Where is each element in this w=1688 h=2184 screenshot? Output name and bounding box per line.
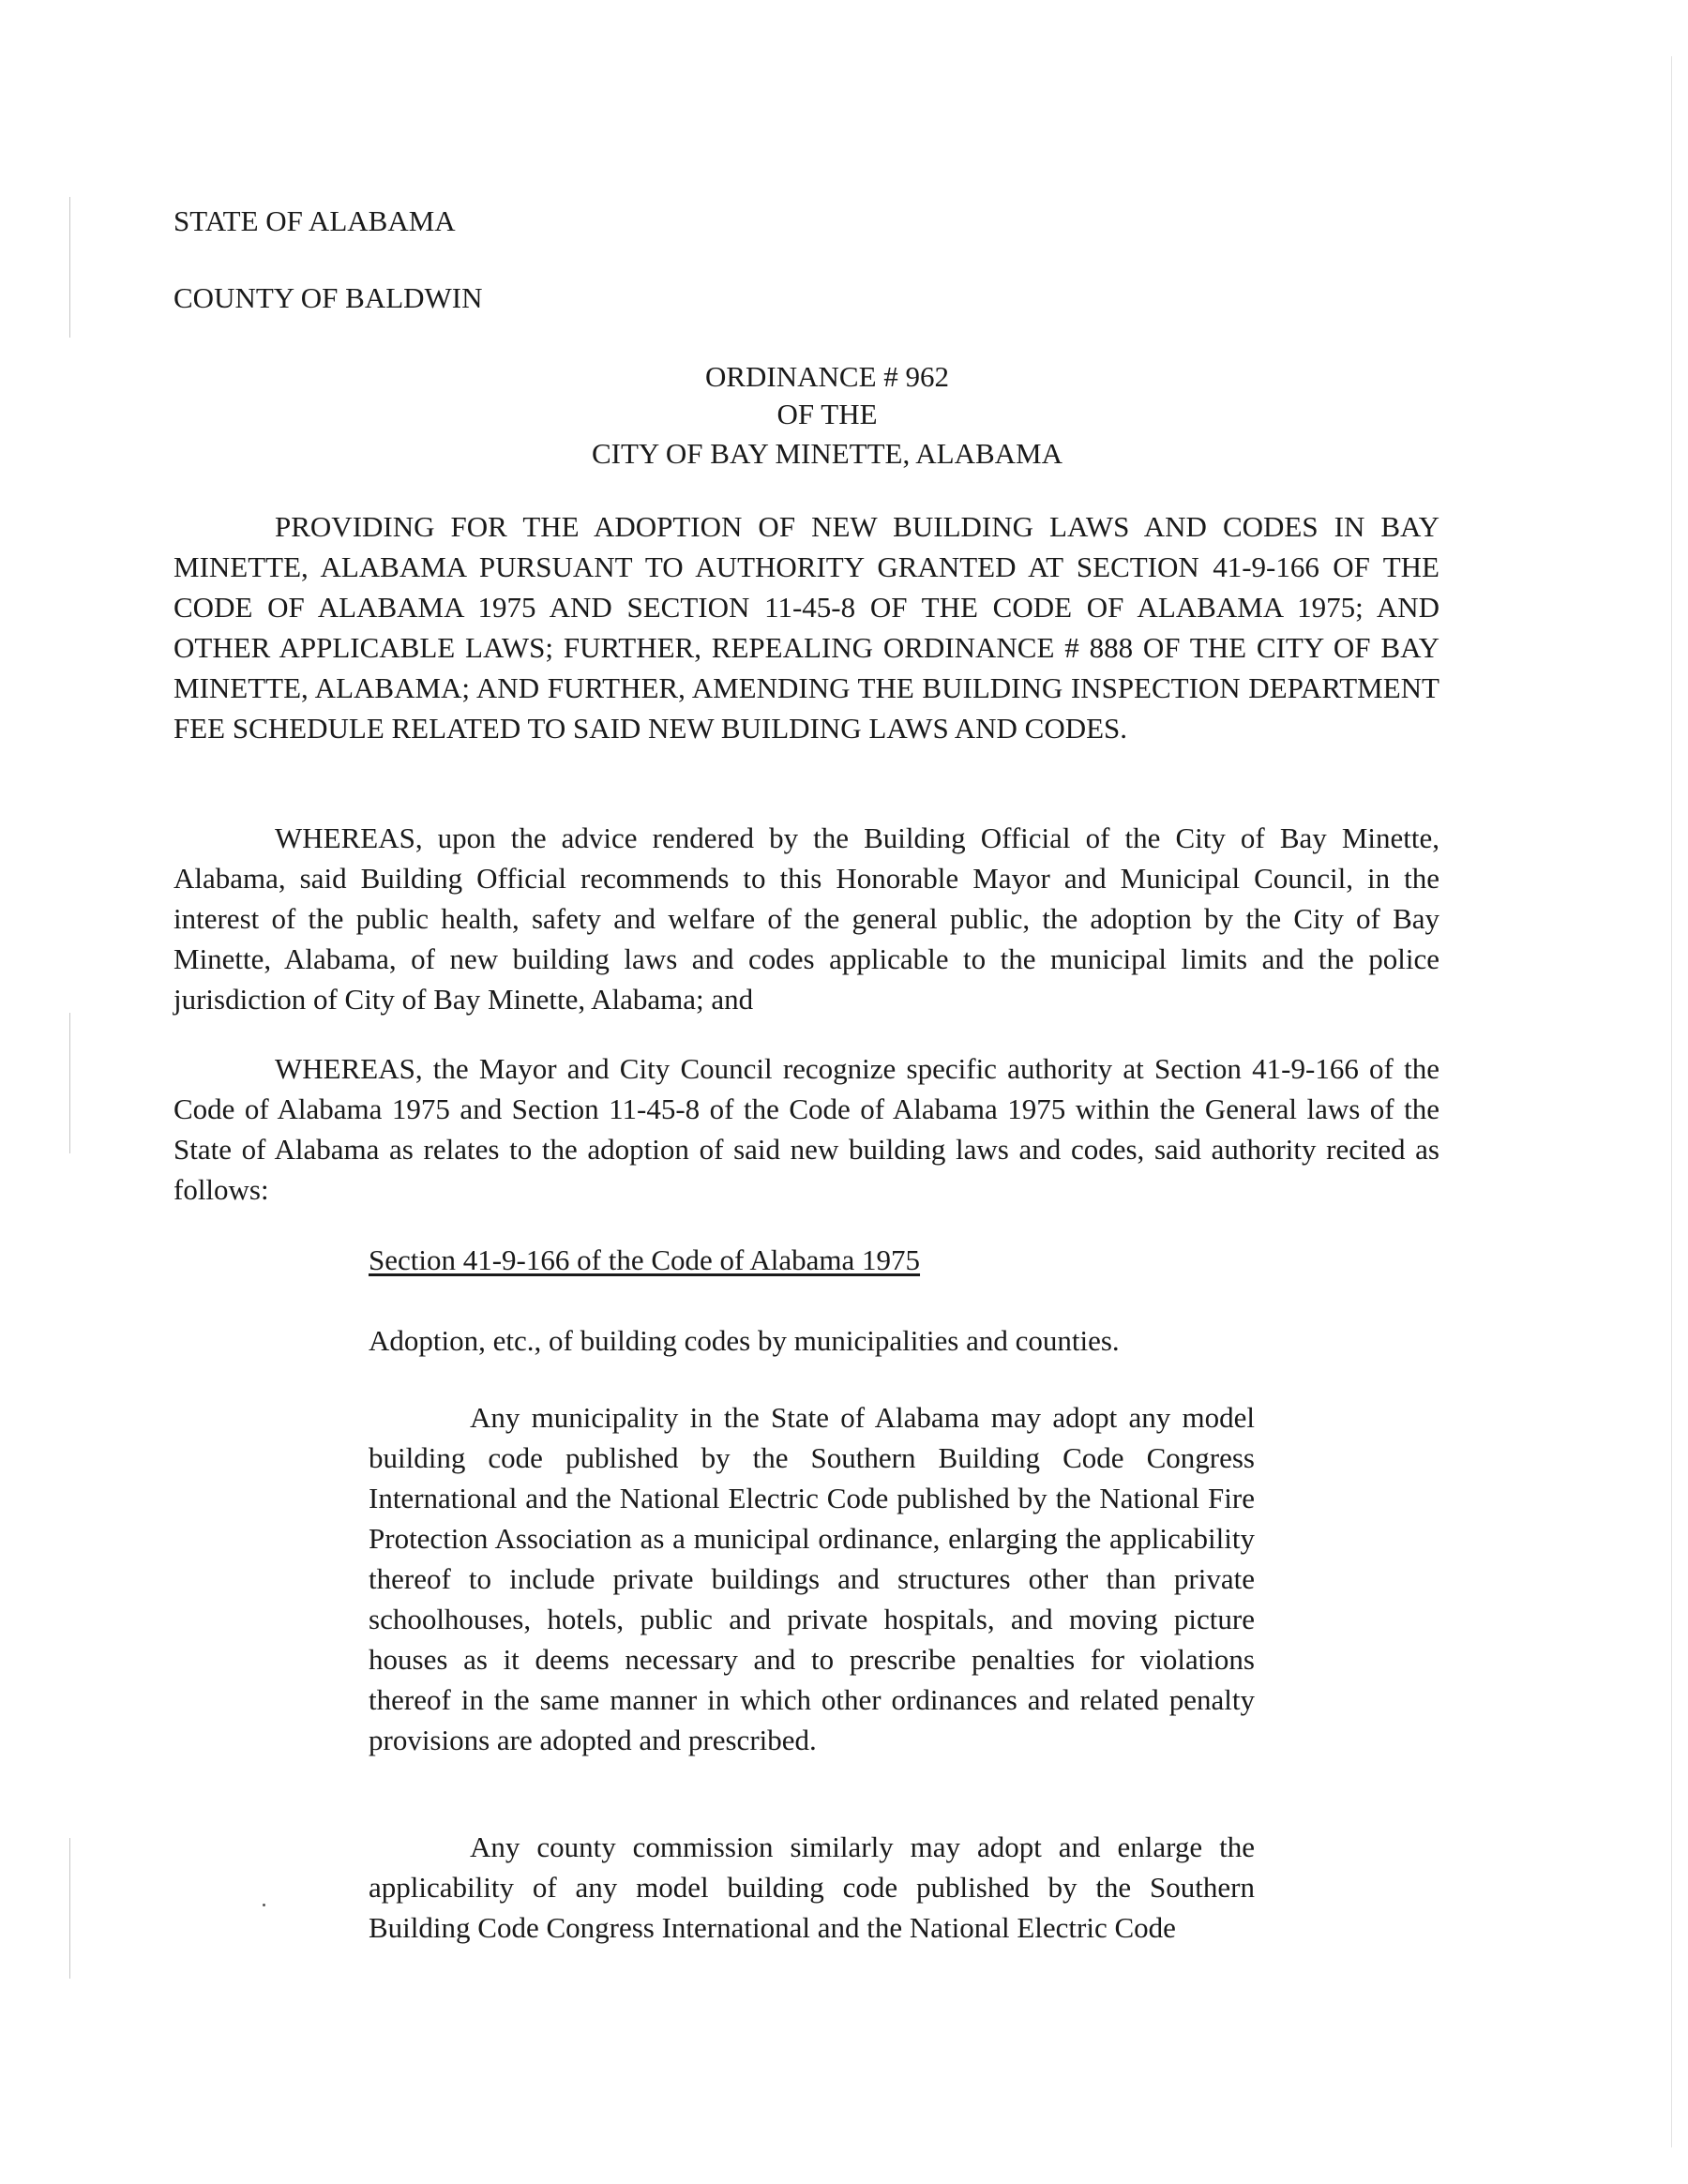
whereas-2-text: WHEREAS, the Mayor and City Council recognize specific authority at Section 41-9-166 of the Code of Alabama 1975 and Section 11-45-8 of the Code of Alabama 1975 within the General laws of the State of Alabama as relates to the adoption of said new building laws and codes, said authority recited as follows: (173, 1052, 1439, 1206)
preamble-paragraph (173, 506, 1439, 748)
scan-speck (263, 1904, 265, 1906)
scan-right-edge-mark (1671, 56, 1672, 2147)
quote-1-text: Any municipality in the State of Alabama may adopt any model building code published by the Southern Building Code Congress International and the National Electric Code published by the National Fire Protection Association as a municipal ordinance, enlarging the applicability thereof to include private buildings and structures other than private schoolhouses, hotels, public and private hospitals, and moving picture houses as it deems necessary and to prescribe penalties for violations thereof in the same manner in which other ordinances and related penalty provisions are adopted and prescribed. (369, 1401, 1255, 1756)
section-caption: Adoption, etc., of building codes by municipalities and counties. (369, 1324, 1120, 1357)
quoted-paragraph-1 (369, 1397, 1255, 1760)
ordinance-city: CITY OF BAY MINETTE, ALABAMA (591, 437, 1063, 470)
section-heading: Section 41-9-166 of the Code of Alabama 1975 (369, 1243, 921, 1276)
scan-left-edge-mark (69, 1013, 70, 1153)
whereas-paragraph-1 (173, 818, 1439, 1019)
quoted-paragraph-2 (369, 1827, 1255, 1948)
whereas-1-text: WHEREAS, upon the advice rendered by the Building Official of the City of Bay Minette, Alabama, said Building Official recommends to this Honorable Mayor and Municipal Council, in the interest of the public health, safety and welfare of the general public, the adoption by the City of Bay Minette, Alabama, of new building laws and codes applicable to the municipal limits and the police jurisdiction of City of Bay Minette, Alabama; and (173, 821, 1439, 1016)
scan-left-edge-mark (69, 197, 70, 338)
preamble-text: PROVIDING FOR THE ADOPTION OF NEW BUILDING LAWS AND CODES IN BAY MINETTE, ALABAMA PURSUANT TO AUTHORITY GRANTED AT SECTION 41-9-166 OF THE CODE OF ALABAMA 1975 AND SECTION 11-45-8 OF THE CODE OF ALABAMA 1975; AND OTHER APPLICABLE LAWS; FURTHER, REPEALING ORDINANCE # 888 OF THE CITY OF BAY MINETTE, ALABAMA; AND FURTHER, AMENDING THE BUILDING INSPECTION DEPARTMENT FEE SCHEDULE RELATED TO SAID NEW BUILDING LAWS AND CODES. (173, 510, 1439, 745)
state-heading: STATE OF ALABAMA (173, 204, 456, 237)
scan-left-edge-mark (69, 1838, 70, 1979)
quote-2-text: Any county commission similarly may adopt and enlarge the applicability of any model building code published by the Southern Building Code Congress International and the National Electric Code (369, 1830, 1255, 1944)
ordinance-number: ORDINANCE # 962 (704, 360, 950, 393)
county-heading: COUNTY OF BALDWIN (173, 281, 483, 314)
whereas-paragraph-2 (173, 1048, 1439, 1210)
ordinance-of-the: OF THE (776, 398, 878, 430)
